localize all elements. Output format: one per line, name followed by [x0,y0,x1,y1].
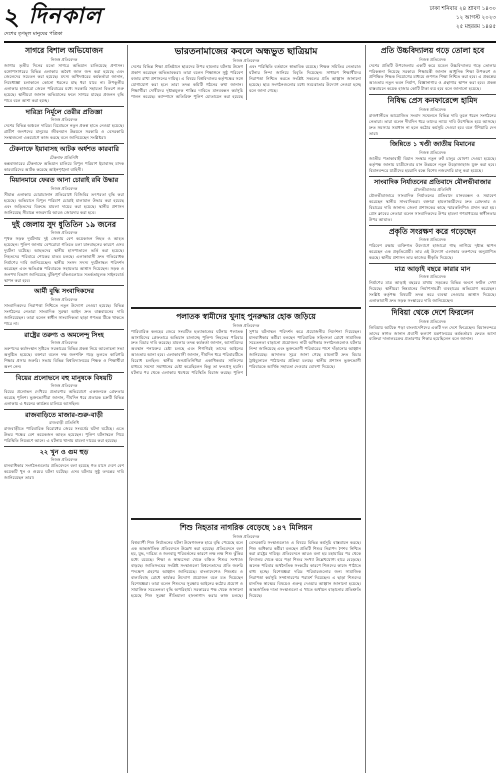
article-columns [131,329,361,376]
divider [4,446,124,447]
article-body: বিশ্বব্যাপী শিশু নির্যাতনের ঘটনা উদ্বেগজনক হারে বৃদ্ধি পেয়েছে বলে এক আন্তর্জাতিক প্রতিবেদনে উল্লেখ করা হয়েছে। প্রতিবেদনে বলা হয়, যুদ্ধ, দারিদ্র্য ও জলবায়ু পরিবর্তনের কারণে লক্ষ লক্ষ শিশু ঝুঁকির মধ্যে রয়েছে। শিক্ষা ও স্বাস্থ্যসেবা থেকে বঞ্চিত শিশুর সংখ্যাও বাড়ছে। জাতিসংঘের সংশ্লিষ্ট সংস্থাগুলো বিশ্বনেতাদের প্রতি জরুরি পদক্ষেপ গ্রহণের আহ্বান জানিয়েছে। বাংলাদেশেও শিশুশ্রম ও বাল্যবিবাহ রোধে কার্যকর উদ্যোগ প্রয়োজন বলে মত দিয়েছেন বিশেষজ্ঞরা। তারা বলেন শিশুদের সুরক্ষায় আইনের কঠোর প্রয়োগ ও সামাজিক সচেতনতা বৃদ্ধি অপরিহার্য। সরকারের পক্ষ থেকে জানানো হয়েছে শিশু সুরক্ষা নীতিমালা হালনাগাদ করার কাজ চলছে। বেসরকারি সংস্থাগুলোও এ বিষয়ে বিভিন্ন কর্মসূচি বাস্তবায়ন করছে। শিশু অধিকার কর্মীরা বলছেন প্রতিটি শিশুর নিরাপদ শৈশব নিশ্চিত করা রাষ্ট্রের দায়িত্ব। প্রতিবেদনে আরও বলা হয় মহামারির পর থেকে বিদ্যালয় থেকে ঝরে পড়া শিশুর সংখ্যা উল্লেখযোগ্য হারে বেড়েছে। অনেক পরিবার অর্থনৈতিক সংকটের কারণে শিশুদের কাজে পাঠাতে বাধ্য হচ্ছে। বিশেষজ্ঞরা দরিদ্র পরিবারগুলোর জন্য সামাজিক নিরাপত্তা কর্মসূচি সম্প্রসারণের পরামর্শ দিয়েছেন। এ ছাড়া শিশুদের মানসিক স্বাস্থ্যের বিষয়েও গুরুত্ব দেওয়ার আহ্বান জানানো হয়েছে। আন্তর্জাতিক দাতা সংস্থাগুলো এ খাতে অর্থায়ন বাড়ানোর প্রতিশ্রুতি দিয়েছে। [131,539,361,598]
dateline: নিজস্ব প্রতিবেদক [419,106,446,112]
headline: দারিদ্র্য নির্মূলে তেরীর প্রতিজ্ঞা [25,107,103,116]
headline: আর্মী বুদ্ধি সংবাদিকদের [34,287,94,296]
headline: বিয়ের প্রলোভনে বহু মানুষকে বিষয়টি [15,373,113,382]
dateline: নিজস্ব প্রতিবেদক [50,117,78,123]
dateline: নিজস্ব প্রতিবেদক [232,58,260,64]
page-number: ২ [4,3,20,31]
bottom-story [131,522,361,773]
article-body: পরিবেশ রক্ষায় ব্যক্তিগত উদ্যোগে হাজারো গাছ লাগিয়ে দৃষ্টান্ত স্থাপন করেছেন এক প্রকৃতিপ্রেমী। তার এই উদ্যোগ এলাকার তরুণদের অনুপ্রাণিত করছে। স্থানীয় প্রশাসন তার কাজের স্বীকৃতি দিয়েছে। [369,243,496,261]
divider [4,143,124,144]
dateline: মৌলভীবাজার প্রতিনিধি [413,187,452,193]
dateline: নিজস্ব প্রতিবেদক [50,296,78,302]
article-body: সীমান্ত এলাকায় চোরাচালান প্রতিরোধে বিজিবির তৎপরতা বৃদ্ধি করা হয়েছে। অভিযানে বিপুল পরিমাণ চোরাই মালামাল উদ্ধার করা হয়েছে এবং জড়িতদের বিরুদ্ধে মামলা দায়ের করা হয়েছে। স্থানীয় প্রশাসন জানিয়েছে সীমান্তে নজরদারি আরও জোরদার করা হবে। [4,191,124,215]
divider [4,106,124,107]
dateline: নিজস্ব প্রতিবেদক [419,149,446,155]
article-body: বিয়ের প্রলোভন দেখিয়ে প্রতারণার অভিযোগে একজনকে গ্রেফতার করেছে পুলিশ। ভুক্তভোগীরা জানান, দীর্ঘদিন ধরে প্রতারক চক্রটি বিভিন্ন এলাকায় এ ধরনের কার্যক্রম চালিয়ে আসছিল। [4,389,124,406]
masthead-left [4,3,154,41]
headline: ভারতনামাজের কবলে অন্ধভুত ছাত্রিয়াম [174,47,318,57]
article-body: তরুণদের কর্মসংস্থান সৃষ্টিতে সরকারের বিভিন্ন প্রকল্প নিয়ে আলোচনা সভা অনুষ্ঠিত হয়েছে। বক্তারা বলেন দক্ষ জনশক্তি গড়ে তুলতে কারিগরি শিক্ষার প্রসার জরুরি। সভায় বিভিন্ন বিশ্ববিদ্যালয়ের শিক্ষক ও শিক্ষার্থীরা অংশ নেন। [4,345,124,369]
dateline: নিজস্ব প্রতিবেদক [50,457,78,463]
headline: প্রতি উচ্চবিদ্যালয় গড়ে তোলা হবে [380,46,485,55]
date-line-1: ঢাকা শনিবার ২৪ শ্রাবণ ১৪৩০ [429,6,496,12]
dateline: নিজস্ব প্রতিবেদক [419,237,446,243]
dateline: রাজবাড়ী প্রতিনিধি [49,420,79,426]
divider [4,372,124,373]
headline: দুই জেলায় সুদ ধুতিতিন ১৯ জনের [11,219,116,229]
masthead-rule [4,41,496,43]
article-body: দেশের বিভিন্ন অঞ্চলে দারিদ্র্য বিমোচনে নতুন প্রকল্প হাতে নেওয়া হয়েছে। গ্রামীণ জনপদের মানুষের জীবনমান উন্নয়নে সরকারি ও বেসরকারি সংস্থাগুলো একযোগে কাজ করছে বলে জানিয়েছেন সংশ্লিষ্টরা। [4,123,124,141]
headline: রাষ্ট্রের তরুণ্য ও অমলেন্দু সিংহ [24,330,104,339]
article-body: পারিবারিক কলহের জেরে সংঘটিত হত্যাকাণ্ডের ঘটনায় পলাতক আসামিদের গ্রেফতারে অভিযান চালাচ্ছে পুলিশ। নিহতের পরিবার দ্রুত বিচার দাবি করেছে। মামলার তদন্ত কর্মকর্তা জানান, আসামিদের অবস্থান শনাক্তের চেষ্টা চলছে এবং শিগগিরই তাদের আইনের আওতায় আনা হবে। এলাকাবাসী জানান, দীর্ঘদিন ধরে পরিবারটিতে বিরোধ চলছিল। স্থানীয় জনপ্রতিনিধিরা একাধিকবার সালিশের মাধ্যমে সমস্যা সমাধানের চেষ্টা করেছিলেন কিন্তু তা ফলপ্রসূ হয়নি। ঘটনার পর থেকে এলাকায় থমথমে পরিস্থিতি বিরাজ করছে। পুলিশ সুপার ঘটনাস্থল পরিদর্শন করে প্রয়োজনীয় নির্দেশনা দিয়েছেন। মানবাধিকার কর্মীরা বলছেন পারিবারিক সহিংসতা রোধে সামাজিক সচেতনতা বাড়ানো প্রয়োজন। নারী অধিকার সংগঠনগুলোও ঘটনার নিন্দা জানিয়েছে এবং ভুক্তভোগী পরিবারের পাশে দাঁড়ানোর আহ্বান জানিয়েছে। আদালত সূত্রে জানা গেছে মামলাটি দ্রুত বিচার ট্রাইব্যুনালে পাঠানোর প্রক্রিয়া চলছে। স্থানীয় প্রশাসন ভুক্তভোগী পরিবারকে আর্থিক সহায়তা দেওয়ার ঘোষণা দিয়েছে। [131,328,361,375]
dateline: টেকনাফ প্রতিনিধি [49,154,79,160]
headline: রাজবাড়িতে মাজার-শুরু-বাড়ী [25,410,103,419]
dateline: নিজস্ব প্রতিবেদক [50,185,78,191]
divider [369,225,496,226]
article-columns [131,64,361,99]
article-body: জাগার তৃতীয় দিনের মতো সাগরে অভিযান চালিয়েছে প্রশাসন। বঙ্গোপসাগরের বিভিন্ন এলাকায় অবৈধ জাল জব্দ করা হয়েছে এবং জেলেদের সচেতন করা হয়েছে। মৎস্য অধিদপ্তরের কর্মকর্তারা জানান, নিষেধাজ্ঞা চলাকালে কোনো ধরনের মাছ ধরা যাবে না। উপকূলীয় এলাকার হাজারো জেলে পরিবারের মধ্যে সরকারি সহায়তা বিতরণ শুরু হয়েছে। স্থানীয়রা জানান অভিযানের ফলে সাগরে মাছের প্রজনন বৃদ্ধি পাবে বলে আশা করা হচ্ছে। [4,62,124,104]
dateline: নিজস্ব প্রতিবেদক [232,322,260,328]
dateline: নিজস্ব প্রতিবেদক [419,56,446,62]
article-body: জাতীয় পতাকাবাহী বিমান সংস্থার নতুন রুট চালুর ঘোষণা দেওয়া হয়েছে। কর্তৃপক্ষ জানায় যাত্রীসেবার মান উন্নয়নে নতুন উড়োজাহাজ যুক্ত করা হবে। বিমানবন্দরে যাত্রীদের হয়রানি বন্ধে বিশেষ নজরদারি চালু করা হয়েছে। [369,155,496,173]
date-line-3: ২৫ মহররম ১৪৪৫ [456,24,496,30]
article-body: লিবিয়ায় আটকে পড়া বাংলাদেশিদের একটি দল দেশে ফিরেছেন। বিমানবন্দরে তাদের স্বাগত জানান প্রবাসী কল্যাণ মন্ত্রণালয়ের কর্মকর্তারা। ফেরত আসা ব্যক্তিরা দালালচক্রের প্রতারণার শিকার হয়েছিলেন বলে জানান। [369,324,496,342]
column-left [4,45,124,773]
article-body: দেশের বিভিন্ন শিক্ষা প্রতিষ্ঠানে ছাত্রদের উপর হামলার ঘটনায় উদ্বেগ প্রকাশ করেছেন অভিভাবকরা। তারা বলেন শিক্ষাঙ্গনে সুষ্ঠু পরিবেশ বজায় রাখা প্রশাসনের দায়িত্ব। এ বিষয়ে বিশ্ববিদ্যালয় কর্তৃপক্ষের সঙ্গে যোগাযোগ করা হলে তারা তদন্ত কমিটি গঠনের কথা জানান। শিক্ষার্থীরা দোষীদের দৃষ্টান্তমূলক শাস্তির দাবিতে মানববন্ধন কর্মসূচি পালন করেছে। ক্যাম্পাসে অতিরিক্ত পুলিশ মোতায়েন করা হয়েছে এবং পরিস্থিতি বর্তমানে স্বাভাবিক রয়েছে। শিক্ষক সমিতির নেতারাও ঘটনার নিন্দা জানিয়ে বিবৃতি দিয়েছেন। সাধারণ শিক্ষার্থীদের নিরাপত্তা নিশ্চিত করতে সংশ্লিষ্ট সকলের প্রতি আহ্বান জানানো হয়েছে। ছাত্র সংগঠনগুলোর মধ্যে সমঝোতার উদ্যোগ নেওয়া হচ্ছে বলে জানা গেছে। [131,64,361,99]
dateline: নিজস্ব প্রতিবেদক [232,533,260,539]
headline: টেকনাফে ইয়াবাসহ আটক অর্ধশত কারবারি [9,145,119,154]
divider [369,176,496,177]
article-body: দেশের প্রতিটি উপজেলায় একটি করে মডেল উচ্চবিদ্যালয় গড়ে তোলার পরিকল্পনা নিয়েছে সরকার। শিক্ষামন্ত্রী জানান আধুনিক শিক্ষা উপকরণ ও প্রশিক্ষিত শিক্ষক নিয়োগের মাধ্যমে গুণগত শিক্ষা নিশ্চিত করা হবে। এ প্রকল্পের আওতায় নতুন ভবন নির্মাণ, বিজ্ঞানাগার ও গ্রন্থাগার স্থাপন করা হবে। প্রকল্প বাস্তবায়নে কয়েক হাজার কোটি টাকা ব্যয় হবে বলে জানানো হয়েছে। [369,62,496,92]
date-line-2: ১২ আগস্ট ২০২৩ [456,15,496,21]
headline: নিষিদ্ধ প্রেস কনফারেন্সে হামিদ [387,96,478,106]
top-story [131,45,361,305]
article-body: কক্সবাজারের টেকনাফে অভিযান চালিয়ে বিপুল পরিমাণ ইয়াবাসহ মাদক কারবারিদের আটক করেছে আইনশৃঙ্খলা বাহিনী। [4,160,124,172]
mid-story [131,311,361,516]
article-body: রাজধানীতে আয়োজিত সংবাদ সম্মেলনে বিভিন্ন দাবি তুলে ধরেন সংগঠনের নেতারা। তারা বলেন দীর্ঘদিন ধরে তাদের ন্যায্য দাবি উপেক্ষিত হয়ে আসছে। দ্রুত সমস্যার সমাধান না হলে কঠোর কর্মসূচি দেওয়া হবে বলে হুঁশিয়ারি দেন তারা। [369,112,496,136]
headline: প্রকৃতি সংরক্ষণ করে গড়েছেন [388,226,477,236]
article-body: নির্মাণের মাত্র আড়াই বছরের মাথায় সড়কের বিভিন্ন অংশে ফাটল দেখা দিয়েছে। স্থানীয়রা নিম্নমানের নির্মাণসামগ্রী ব্যবহারের অভিযোগ করেছেন। সংশ্লিষ্ট কর্তৃপক্ষ বিষয়টি তদন্ত করে ব্যবস্থা নেওয়ার আশ্বাস দিয়েছে। এলাকাবাসী দ্রুত সড়ক সংস্কারের দাবি জানিয়েছেন। [369,280,496,304]
dateline: নিজস্ব প্রতিবেদক [50,339,78,345]
section-rule [131,307,361,309]
dateline: নিজস্ব প্রতিবেদক [50,230,78,236]
headline: মাত্র আড়াই বছরে কারার মান [394,264,471,273]
section-rule [131,518,361,520]
headline: জিন্নিতে ১ খণ্ডী জাতীয় বিমানের [390,140,475,149]
dateline: নিজস্ব প্রতিবেদক [50,56,78,62]
dateline: নিজস্ব প্রতিবেদক [419,318,446,324]
article-body: পৃথক সড়ক দুর্ঘটনায় দুই জেলায় বেশ কয়েকজন নিহত ও আহত হয়েছেন। পুলিশ জানায় বেপরোয়া গতিতে চলা যানবাহনের কারণে এসব দুর্ঘটনা ঘটেছে। আহতদের স্থানীয় হাসপাতালে ভর্তি করা হয়েছে। নিহতদের পরিবারে শোকের মাতম চলছে। এলাকাবাসী দ্রুত গতিরোধক নির্মাণের দাবি জানিয়েছেন। স্থানীয় সংসদ সদস্য দুর্ঘটনাস্থল পরিদর্শন করেছেন এবং ক্ষতিগ্রস্ত পরিবারকে সহায়তার আশ্বাস দিয়েছেন। সড়ক ও জনপথ বিভাগ জানিয়েছে ঝুঁকিপূর্ণ বাঁকগুলোতে সতর্কতামূলক সাইনবোর্ড স্থাপন করা হবে। [4,236,124,283]
column-divider [365,45,366,773]
article-columns [131,540,361,599]
article-body: সাংবাদিকদের নিরাপত্তা নিশ্চিতে নতুন উদ্যোগ নেওয়া হয়েছে। বিভিন্ন সংগঠনের নেতারা সাংবাদিক সুরক্ষা আইন দ্রুত বাস্তবায়নের দাবি জানিয়েছেন। তারা বলেন স্বাধীন সাংবাদিকতা ছাড়া গণতন্ত্র টিকে থাকতে পারে না। [4,302,124,326]
column-divider [127,45,128,773]
divider [369,94,496,95]
article-body: রাজবাড়ীতে পারিবারিক বিরোধের জেরে সংঘর্ষের ঘটনা ঘটেছে। এতে উভয় পক্ষের বেশ কয়েকজন আহত হয়েছেন। পুলিশ ঘটনাস্থলে গিয়ে পরিস্থিতি নিয়ন্ত্রণে আনে। এ ঘটনায় থানায় মামলা দায়ের করা হয়েছে। [4,426,124,444]
headline: ২২ খুন ও গুম হুড় [39,447,89,456]
paper-name-logo: দিনকাল [28,4,102,29]
headline: মিয়ানমারে ফেরত আনা চোরাই রবি উদ্ধার [9,176,119,185]
divider [369,306,496,307]
article-body: মৌলভীবাজারে সাংবাদিক নির্যাতনের প্রতিবাদে মানববন্ধন ও সমাবেশ করেছেন স্থানীয় সাংবাদিকরা। বক্তারা হামলাকারীদের দ্রুত গ্রেফতার ও বিচারের দাবি জানান। জেলা প্রশাসকের কাছে স্মারকলিপিও প্রদান করা হয়। প্রেস ক্লাবের নেতারা বলেন সাংবাদিকদের উপর হামলা গণমাধ্যমের স্বাধীনতার উপর আঘাত। [369,193,496,222]
divider [369,263,496,264]
headline: পলাতক স্বামীদের খুনাহ পুনরুদ্ধার হোক জড়িয়ে [176,312,316,321]
tagline: দেশের তৃণমূল মানুষের পত্রিকা [4,31,63,37]
divider [4,218,124,219]
article-body: মানবাধিকার সংগঠনগুলোর প্রতিবেদনে বলা হয়েছে গত মাসে দেশে বেশ কয়েকটি খুন ও গুমের ঘটনা ঘটেছে। এসব ঘটনার সুষ্ঠু তদন্তের দাবি জানিয়েছেন তারা। [4,463,124,481]
divider [4,409,124,410]
masthead-date-block [376,5,496,32]
headline: শিশু নিহতার নাগরিক বেড়েছে ১৪৭ মিলিয়ন [179,523,313,532]
headline: দিবিয়া থেকে দেশে ফিরলেন [391,308,474,318]
headline: সাগরে বিশাল অভিযোজন [25,46,103,55]
dateline: নিজস্ব প্রতিবেদক [50,383,78,389]
headline: সাংবাদিক নির্যাতনের প্রতিবাদে মৌলভীবাজার [374,177,491,186]
column-right [369,45,496,773]
masthead [4,3,496,41]
divider [4,329,124,330]
dateline: নিজস্ব প্রতিবেদক [419,274,446,280]
